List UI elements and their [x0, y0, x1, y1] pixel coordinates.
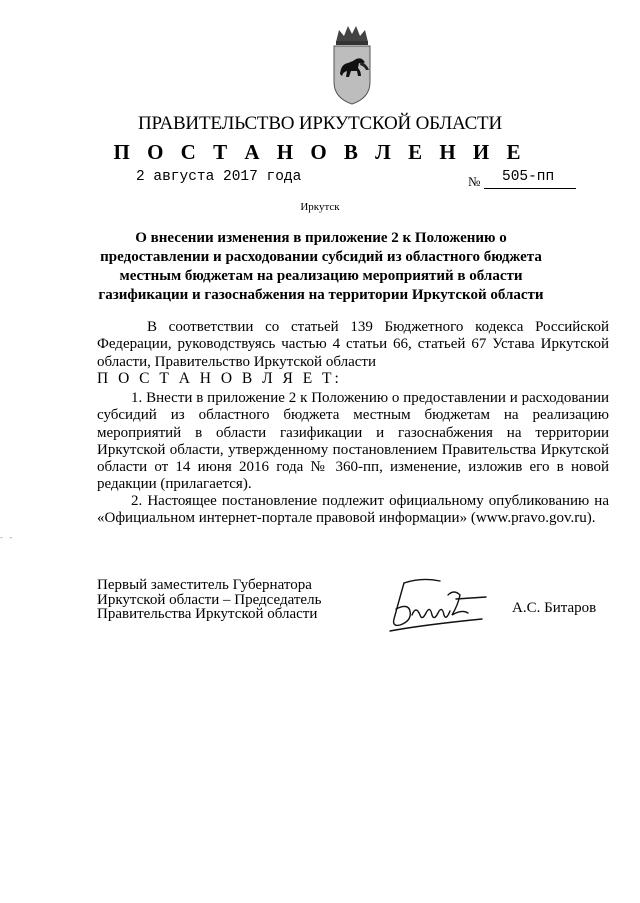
document-subject: О внесении изменения в приложение 2 к Положению о предоставлении и расходовании субсидий из областного бюджета местным бюджетам на реализацию мероприятий в области газификации и газоснабжения на территории Иркутской области	[98, 230, 544, 303]
signatory-position	[97, 578, 321, 622]
government-title: ПРАВИТЕЛЬСТВО ИРКУТСКОЙ ОБЛАСТИ	[137, 113, 502, 134]
coat-of-arms-icon	[331, 24, 373, 106]
document-number: 505-пп	[502, 169, 555, 185]
position-line-1: Первый заместитель Губернатора	[97, 577, 312, 593]
document-type: П О С Т А Н О В Л Е Н И Е	[113, 140, 527, 164]
resolves-heading: П О С Т А Н О В Л Я Е Т:	[97, 370, 342, 387]
city: Иркутск	[300, 201, 340, 213]
handwritten-signature-icon	[382, 575, 494, 637]
item-2-paragraph: 2. Настоящее постановление подлежит официальному опубликованию на «Официальном интернет-портале правовой информации» (www.pravo.gov.ru).	[97, 493, 609, 527]
number-sign: №	[468, 174, 481, 189]
preamble-paragraph: В соответствии со статьей 139 Бюджетного кодекса Российской Федерации, руководствуясь частью 4 статьи 66, статьей 67 Устава Иркутской области, Правительство Иркутской области	[97, 319, 609, 370]
margin-mark: - -	[0, 532, 15, 542]
position-line-3: Правительства Иркутской области	[97, 606, 318, 622]
item-1-paragraph: 1. Внести в приложение 2 к Положению о предоставлении и расходовании субсидий из областного бюджета местным бюджетам на реализацию мероприятий в области газификации и газоснабжения на территории Иркутской области, утвержденному постановлением Правительства Иркутской области от 14 июня 2016 года № 360-пп, изменение, изложив его в новой редакции (прилагается).	[97, 390, 609, 493]
position-line-2: Иркутской области – Председатель	[97, 591, 322, 608]
signatory-name: А.С. Битаров	[512, 600, 597, 616]
document-date: 2 августа 2017 года	[136, 169, 302, 185]
number-underline	[484, 188, 576, 189]
